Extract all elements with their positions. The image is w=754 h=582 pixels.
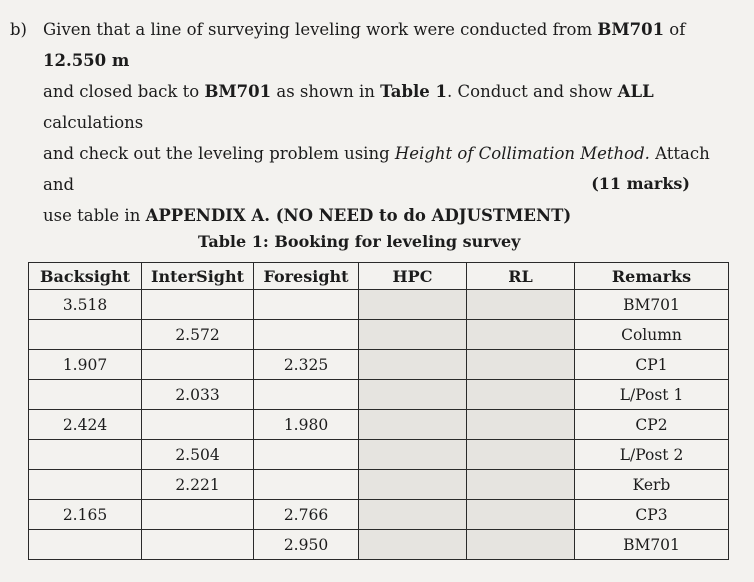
- table-row: [29, 380, 729, 410]
- table-body: [29, 290, 729, 560]
- header-foresight: Foresight: [254, 263, 359, 290]
- table-row: [29, 320, 729, 350]
- hpc-cell: [359, 440, 467, 470]
- text-fragment: calculations: [43, 113, 144, 132]
- marks-label: (11 marks): [591, 174, 690, 193]
- remarks-cell: L/Post 1: [575, 380, 729, 410]
- header-remarks: Remarks: [575, 263, 729, 290]
- header-intersight: InterSight: [142, 263, 254, 290]
- appendix-ref: APPENDIX A. (NO NEED to do ADJUSTMENT): [145, 206, 572, 225]
- foresight-cell: [254, 380, 359, 410]
- text-fragment: as shown in: [271, 82, 381, 101]
- question-label: b): [10, 20, 27, 39]
- intersight-cell: [142, 350, 254, 380]
- rl-cell: [467, 350, 575, 380]
- intersight-cell: 2.504: [142, 440, 254, 470]
- intersight-cell: 2.221: [142, 470, 254, 500]
- text-fragment: Given that a line of surveying leveling work were conducted from: [43, 20, 598, 39]
- intersight-cell: 2.033: [142, 380, 254, 410]
- backsight-cell: [29, 440, 142, 470]
- foresight-cell: 1.980: [254, 410, 359, 440]
- foresight-cell: [254, 440, 359, 470]
- question-text: [10, 14, 710, 231]
- foresight-cell: [254, 470, 359, 500]
- text-fragment: and check out the leveling problem using: [43, 144, 395, 163]
- backsight-cell: 3.518: [29, 290, 142, 320]
- backsight-cell: 1.907: [29, 350, 142, 380]
- table-ref: Table 1: [380, 82, 448, 101]
- text-fragment: . Conduct and show: [447, 82, 618, 101]
- hpc-cell: [359, 350, 467, 380]
- intersight-cell: [142, 410, 254, 440]
- table-row: [29, 440, 729, 470]
- backsight-cell: [29, 470, 142, 500]
- hpc-cell: [359, 500, 467, 530]
- hpc-cell: [359, 470, 467, 500]
- table-caption: Table 1: Booking for leveling survey: [198, 232, 521, 251]
- rl-cell: [467, 380, 575, 410]
- rl-cell: [467, 530, 575, 560]
- foresight-cell: [254, 320, 359, 350]
- backsight-cell: [29, 320, 142, 350]
- hpc-cell: [359, 320, 467, 350]
- rl-cell: [467, 500, 575, 530]
- intersight-cell: [142, 530, 254, 560]
- intersight-cell: [142, 500, 254, 530]
- remarks-cell: L/Post 2: [575, 440, 729, 470]
- leveling-table: [28, 262, 729, 560]
- backsight-cell: 2.165: [29, 500, 142, 530]
- rl-cell: [467, 440, 575, 470]
- bm-ref: BM701: [204, 82, 272, 101]
- remarks-cell: Column: [575, 320, 729, 350]
- backsight-cell: 2.424: [29, 410, 142, 440]
- remarks-cell: CP2: [575, 410, 729, 440]
- question-body: [43, 14, 710, 231]
- remarks-cell: CP1: [575, 350, 729, 380]
- backsight-cell: [29, 380, 142, 410]
- remarks-cell: BM701: [575, 530, 729, 560]
- foresight-cell: 2.325: [254, 350, 359, 380]
- initial-level: 12.550 m: [43, 51, 130, 70]
- remarks-cell: BM701: [575, 290, 729, 320]
- table-row: [29, 530, 729, 560]
- text-fragment: of: [664, 20, 686, 39]
- foresight-cell: 2.766: [254, 500, 359, 530]
- table-row: [29, 470, 729, 500]
- hpc-cell: [359, 380, 467, 410]
- table-row: [29, 500, 729, 530]
- hpc-cell: [359, 530, 467, 560]
- foresight-cell: [254, 290, 359, 320]
- text-fragment: use table in: [43, 206, 146, 225]
- table-row: [29, 410, 729, 440]
- hpc-cell: [359, 410, 467, 440]
- table-row: [29, 290, 729, 320]
- hpc-cell: [359, 290, 467, 320]
- emphasis: ALL: [617, 82, 654, 101]
- backsight-cell: [29, 530, 142, 560]
- rl-cell: [467, 470, 575, 500]
- bm-ref: BM701: [597, 20, 665, 39]
- header-rl: RL: [467, 263, 575, 290]
- header-backsight: Backsight: [29, 263, 142, 290]
- intersight-cell: 2.572: [142, 320, 254, 350]
- text-fragment: Attach and: [43, 144, 710, 194]
- rl-cell: [467, 410, 575, 440]
- rl-cell: [467, 290, 575, 320]
- method-name: Height of Collimation Method.: [394, 144, 650, 163]
- table-row: [29, 350, 729, 380]
- table-header-row: [29, 263, 729, 290]
- intersight-cell: [142, 290, 254, 320]
- remarks-cell: CP3: [575, 500, 729, 530]
- foresight-cell: 2.950: [254, 530, 359, 560]
- rl-cell: [467, 320, 575, 350]
- text-fragment: and closed back to: [43, 82, 205, 101]
- header-hpc: HPC: [359, 263, 467, 290]
- remarks-cell: Kerb: [575, 470, 729, 500]
